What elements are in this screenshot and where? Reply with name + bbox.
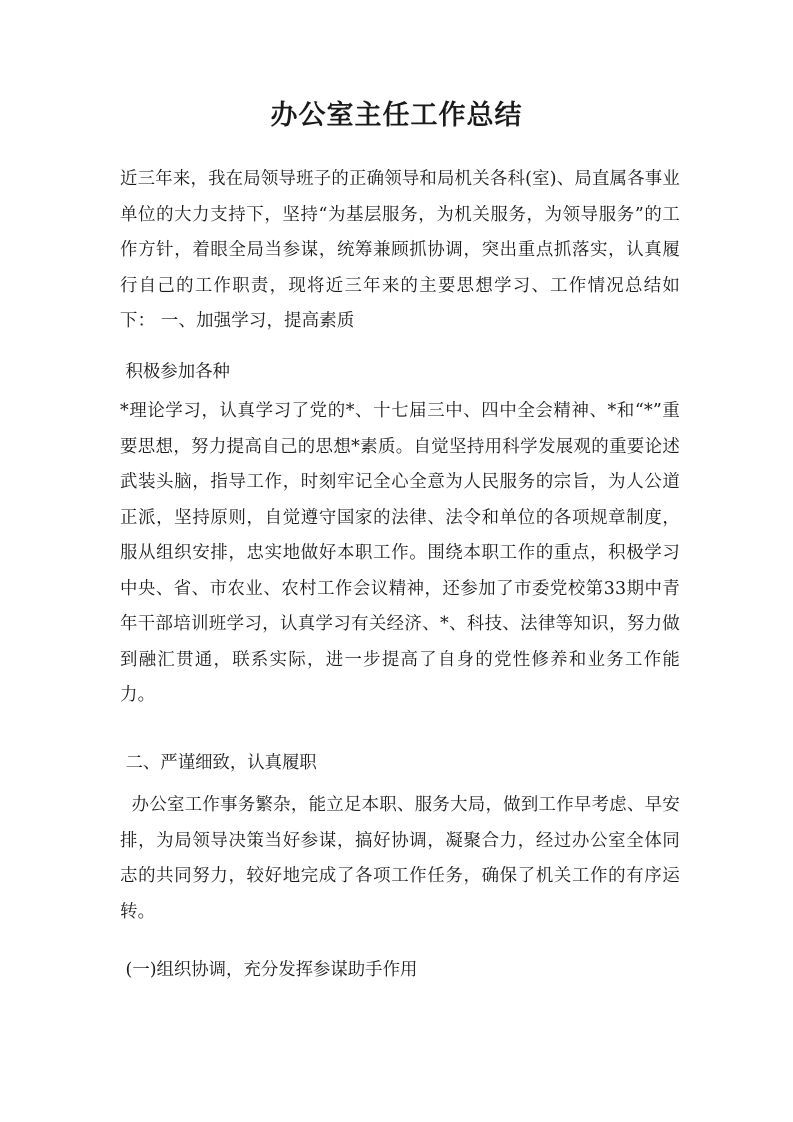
section2-paragraph: 办公室工作事务繁杂，能立足本职、服务大局，做到工作早考虑、早安排，为局领导决策当好参谋，搞好协调，凝聚合力，经过办公室全体同志的共同努力，较好地完成了各项工作任务，确保了机关工作的有序运转。 [120,795,680,922]
intro-paragraph: 近三年来，我在局领导班子的正确领导和局机关各科(室)、局直属各事业单位的大力支持下，坚持“为基层服务，为机关服务，为领导服务”的工作方针，着眼全局当参谋，统筹兼顾抓协调，突出重点抓落实，认真履行自己的工作职责，现将近三年来的主要思想学习、工作情况总结如下： 一、加强学习，提高素质 [120,169,680,331]
line-jiji: 积极参加各种 [120,362,230,382]
section2-heading: 二、严谨细致，认真履职 [120,753,317,773]
document-title: 办公室主任工作总结 [270,100,523,131]
study-paragraph: *理论学习，认真学习了党的*、十七届三中、四中全会精神、*和“*”重要思想，努力提高自己的思想*素质。自觉坚持用科学发展观的重要论述武装头脑，指导工作，时刻牢记全心全意为人民服务的宗旨，为人公道正派，坚持原则，自觉遵守国家的法律、法令和单位的各项规章制度，服从组织安排，忠实地做好本职工作。围绕本职工作的重点，积极学习中央、省、市农业、农村工作会议精神，还参加了市委党校第33期中青年干部培训班学习，认真学习有关经济、*、科技、法律等知识，努力做到融汇贯通，联系实际，进一步提高了自身的党性修养和业务工作能力。 [120,401,680,705]
subsection1-heading: (一)组织协调，充分发挥参谋助手作用 [120,960,418,980]
